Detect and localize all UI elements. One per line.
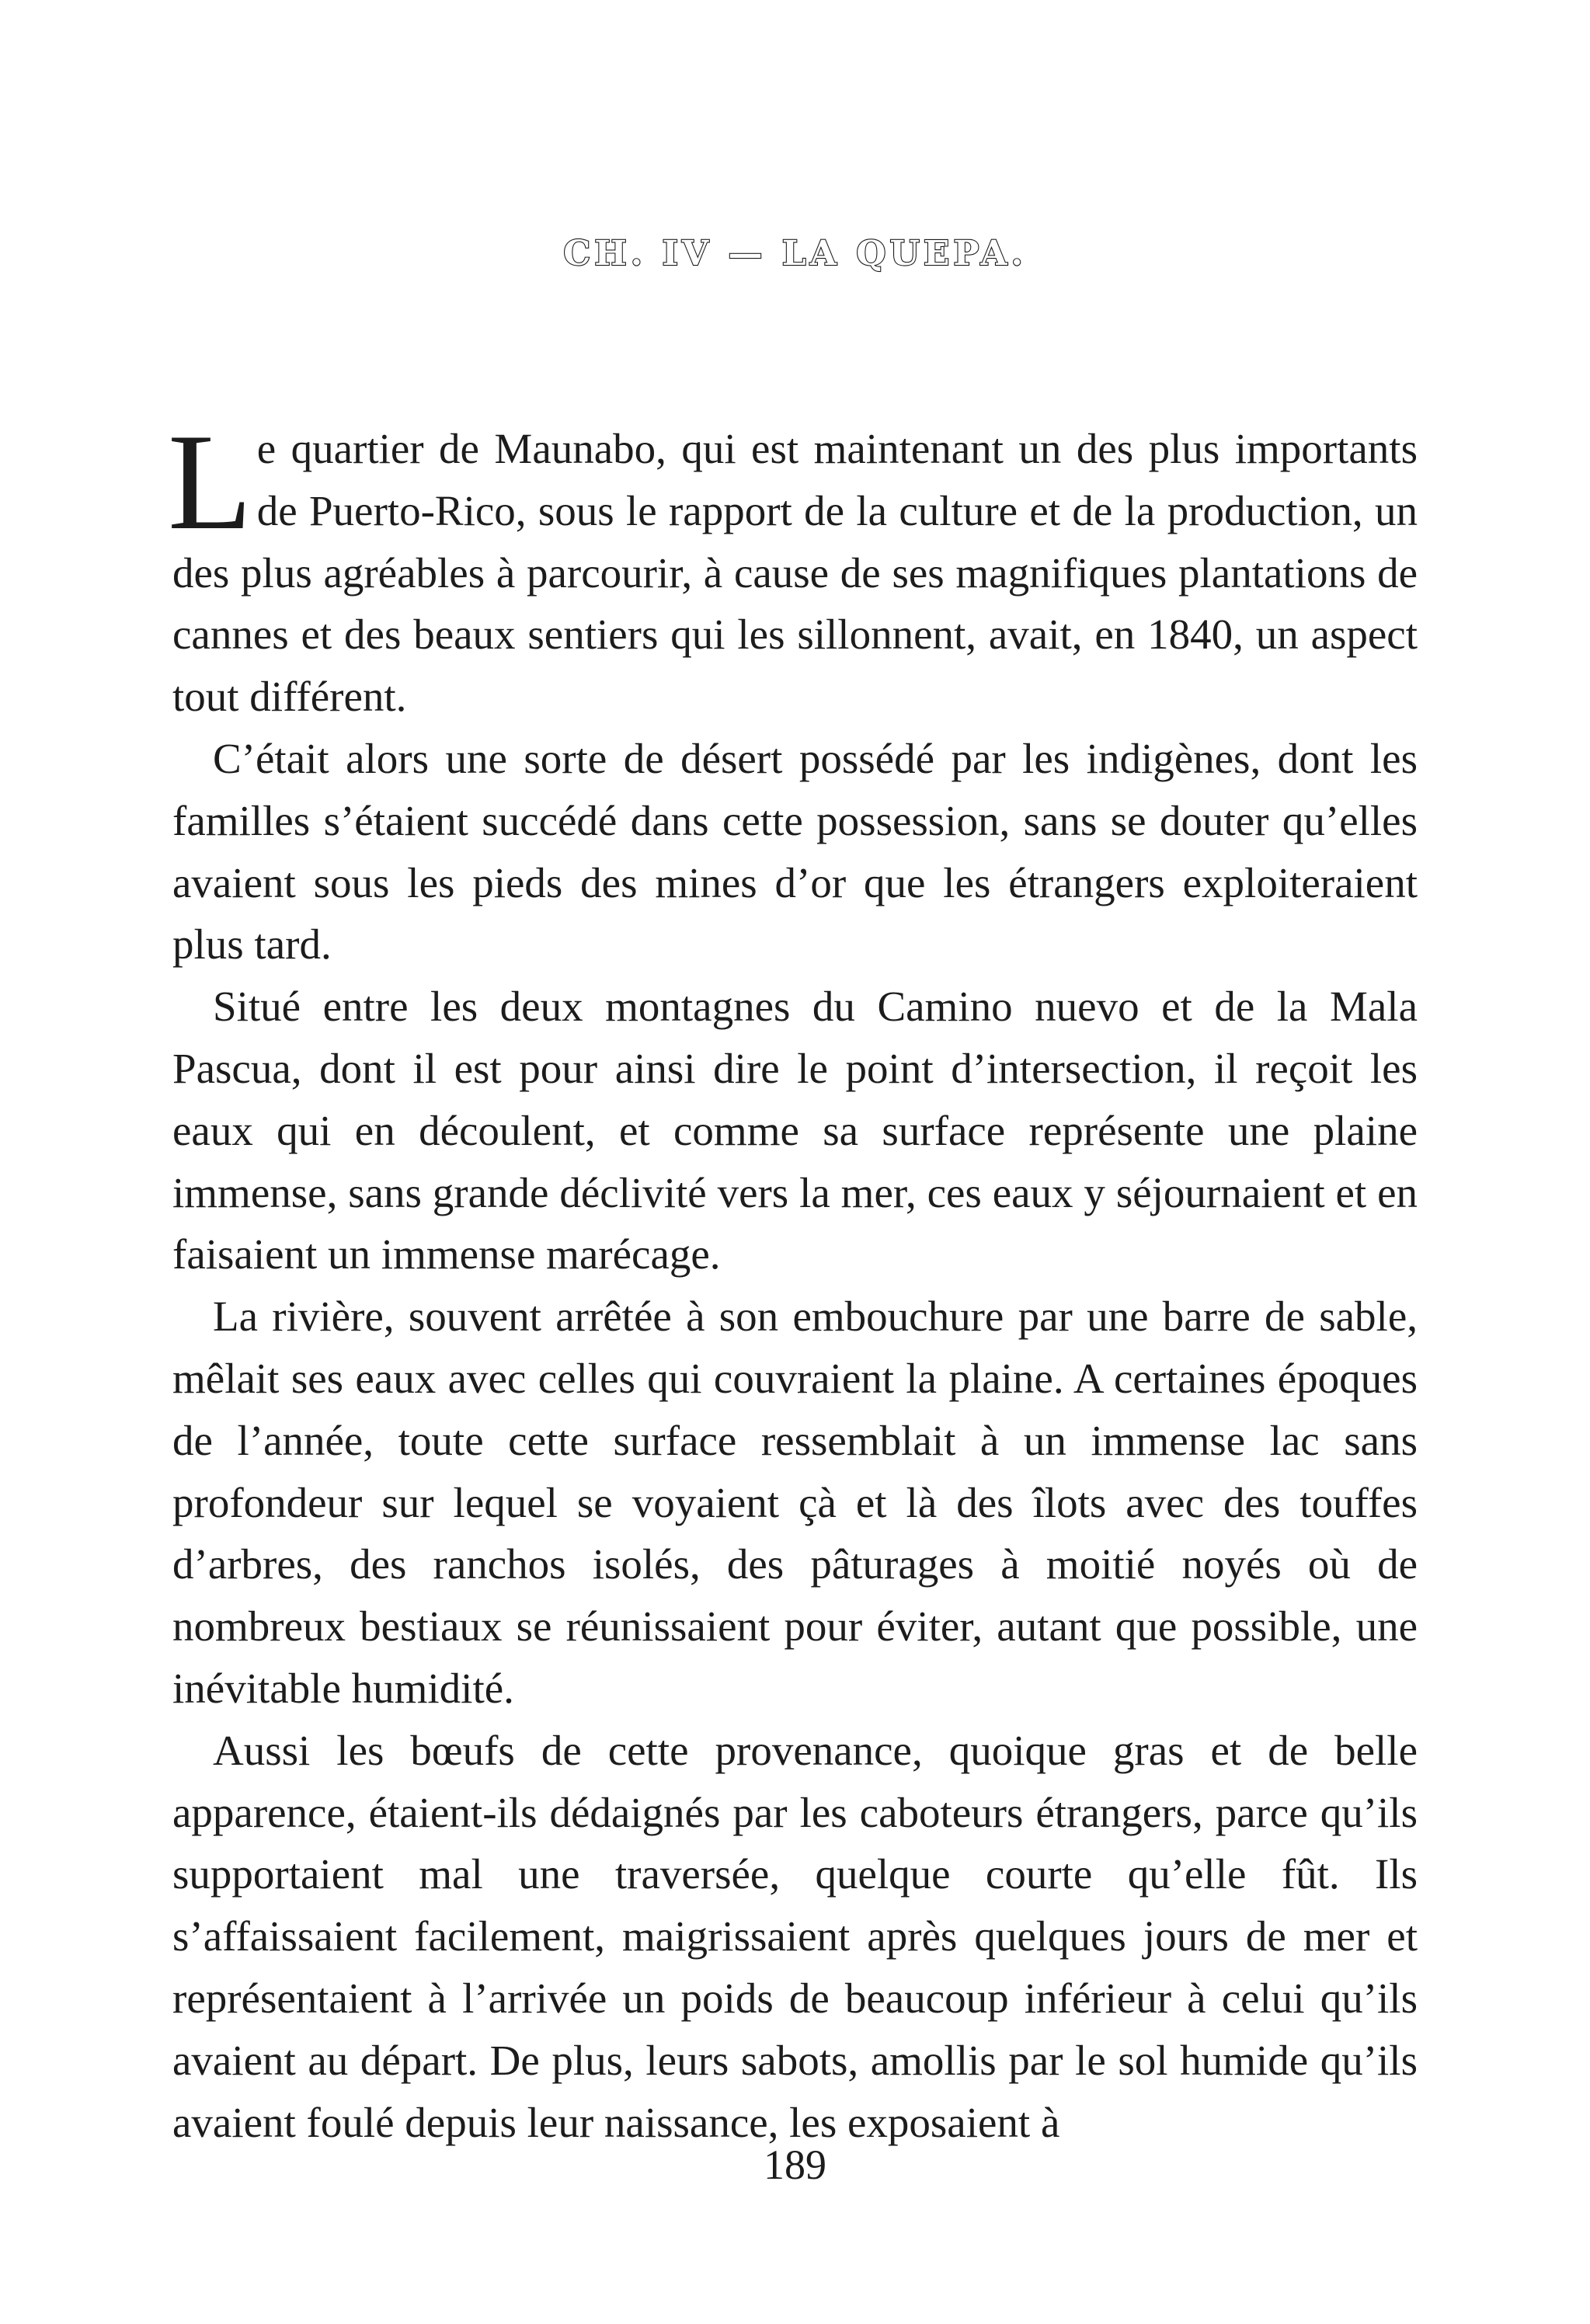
chapter-title: CH. IV — LA QUEPA. [563, 234, 1027, 273]
paragraph-1-text: e quartier de Maunabo, qui est maintenant un des plus importants de Puerto-Rico, sous le rapport de la culture et de la production, un des plus agréables à parcourir, à cause de ses magnifiques plantations de cannes et des beaux sentiers qui les sillonnent, avait, en 1840, un aspect tout différent. [172, 425, 1418, 721]
paragraph-1 [168, 405, 1418, 728]
page-number: 189 [764, 2141, 826, 2188]
paragraph-4: La rivière, souvent arrêtée à son embouchure par une barre de sable, mêlait ses eaux avec celles qui couvraient la plaine. A certaines époques de l’année, toute cette surface ressemblait à un immense lac sans profondeur sur lequel se voyaient çà et là des îlots avec des touffes d’arbres, des ranchos isolés, des pâturages à moitié noyés où de nombreux bestiaux se réunissaient pour éviter, autant que possible, une inévitable humidité. [172, 1292, 1418, 1712]
paragraph-5: Aussi les bœufs de cette provenance, quoique gras et de belle apparence, étaient-ils dédaignés par les caboteurs étrangers, parce qu’ils supportaient mal une traversée, quelque courte qu’elle fût. Ils s’affaissaient facilement, maigrissaient après quelques jours de mer et représentaient à l’arrivée un poids de beaucoup inférieur à celui qu’ils avaient au départ. De plus, leurs sabots, amollis par le sol humide qu’ils avaient foulé depuis leur naissance, les exposaient à [172, 1726, 1418, 2146]
paragraph-3: Situé entre les deux montagnes du Camino nuevo et de la Mala Pascua, dont il est pour ainsi dire le point d’intersection, il reçoit les eaux qui en découlent, et comme sa surface représente une plaine immense, sans grande déclivité vers la mer, ces eaux y séjournaient et en faisaient un immense marécage. [172, 983, 1418, 1279]
paragraph-2: C’était alors une sorte de désert possédé par les indigènes, dont les familles s’étaient succédé dans cette possession, sans se douter qu’elles avaient sous les pieds des mines d’or que les étrangers exploiteraient plus tard. [172, 734, 1418, 969]
body-text [168, 405, 1418, 2153]
drop-cap: L [168, 405, 252, 558]
